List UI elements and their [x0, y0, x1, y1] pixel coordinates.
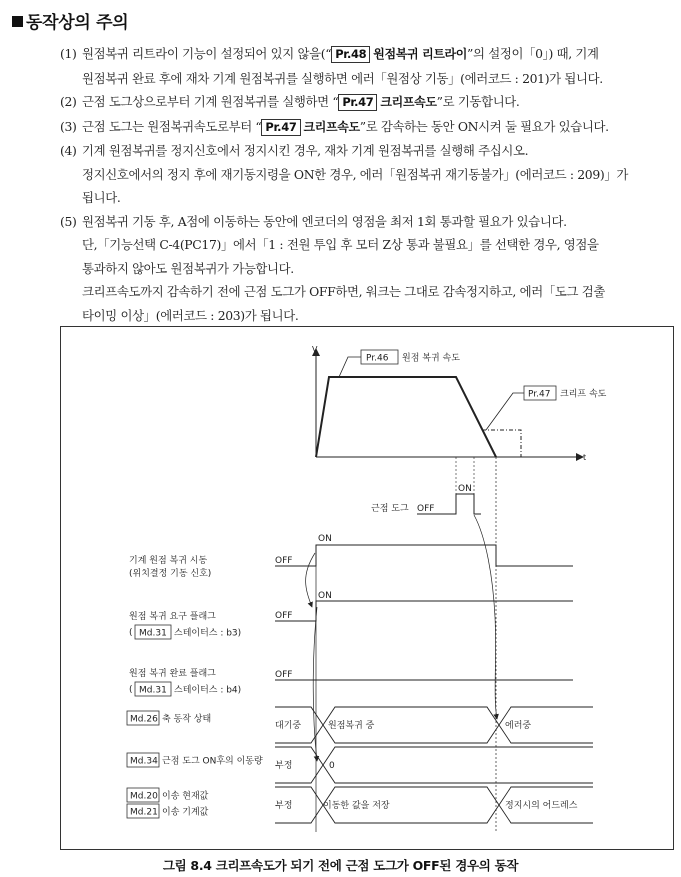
md26-bus	[275, 707, 593, 743]
md34-v2: 0	[329, 761, 335, 771]
v-axis-label: V	[312, 345, 318, 354]
md34-ref: Md.34	[130, 756, 158, 767]
note-line	[82, 115, 672, 140]
creep-dashed	[482, 430, 521, 457]
note-line	[82, 90, 672, 115]
caution-notes	[60, 42, 672, 327]
note-line	[82, 42, 672, 67]
md21-ref: Md.21	[130, 807, 158, 818]
param-ref-box: Pr.47	[338, 94, 377, 111]
timing-figure	[60, 326, 674, 850]
req-on: ON	[318, 591, 332, 601]
note-text: ”의 설정이「0」) 때, 기계	[467, 46, 599, 61]
note-line: 단,「기능선택 C-4(PC17)」에서「1 : 전원 투입 후 모터 Z상 통과 불필요」를 선택한 경우, 영점을	[82, 237, 599, 252]
md34-v1: 부정	[275, 761, 293, 771]
note-line: 원점복귀 완료 후에 재차 기계 원점복귀를 실행하면 에러「원점상 기동」(에러코드 : 201)가 됩니다.	[82, 70, 603, 86]
dog-label: 근점 도그	[371, 504, 409, 514]
md26-label: 축 동작 상태	[162, 714, 212, 725]
md26-v3: 에러중	[505, 721, 532, 731]
start-on: ON	[318, 534, 332, 544]
note-line: 정지신호에서의 정지 후에 재기동지령을 ON한 경우, 에러「원점복귀 재기동불가」(에러코드 : 209)」가	[82, 166, 628, 182]
done-label-2: 스테이터스 : b4)	[174, 685, 242, 696]
req-waveform	[275, 601, 573, 621]
note-item	[60, 115, 672, 140]
start-waveform	[275, 545, 573, 566]
req-to-md34-arrow	[313, 607, 317, 761]
param-ref-box: Pr.48	[331, 46, 370, 63]
md20-v2: 이동한 값을 저장	[323, 801, 390, 811]
note-line: 됩니다.	[82, 190, 121, 205]
param-name: 크리프속도	[303, 119, 360, 134]
note-item	[60, 90, 672, 115]
param-ref-box: Pr.47	[261, 119, 300, 136]
note-text: 근점 도그는 원점복귀속도로부터 “	[82, 118, 262, 134]
md26-v1: 대기중	[275, 721, 302, 731]
note-text: ”로 감속하는 동안 ON시켜 둘 필요가 있습니다.	[359, 118, 609, 134]
req-off: OFF	[275, 611, 293, 621]
note-line: 통과하지 않아도 원점복귀가 가능합니다.	[82, 260, 294, 276]
param-name: 크리프속도	[380, 95, 437, 109]
note-number: (2)	[60, 94, 77, 109]
note-line: 기계 원점복귀를 정지신호에서 정지시킨 경우, 재차 기계 원점복귀를 실행해 주십시오.	[82, 143, 529, 158]
note-line: 크리프속도까지 감속하기 전에 근점 도그가 OFF하면, 워크는 그대로 감속정지하고, 에러「도그 검출	[82, 284, 605, 299]
pr46-ref: Pr.46	[366, 353, 389, 364]
md26-ref: Md.26	[130, 714, 158, 725]
done-label-1: 원점 복귀 완료 플래그	[129, 669, 216, 679]
md20-v1: 부정	[275, 801, 293, 811]
req-ref: Md.31	[139, 628, 167, 639]
note-number: (4)	[60, 143, 77, 158]
note-text: 근점 도그상으로부터 기계 원점복귀를 실행하면 “	[82, 94, 339, 109]
note-number: (3)	[60, 118, 77, 134]
req-label-1: 원점 복귀 요구 플래그	[129, 612, 216, 622]
note-number: (5)	[60, 213, 77, 229]
done-off: OFF	[275, 670, 293, 680]
section-heading: 동작상의 주의	[12, 8, 128, 33]
figure-caption: 그림 8.4 크리프속도가 되기 전에 근점 도그가 OFF된 경우의 동작	[162, 858, 519, 873]
note-item	[60, 139, 672, 210]
md20-v3: 정지시의 어드레스	[505, 801, 578, 811]
note-text: 원점복귀 리트라이 기능이 설정되어 있지 않을(“	[82, 46, 332, 61]
md34-label: 근점 도그 ON후의 이동량	[162, 756, 263, 767]
md20-ref: Md.20	[130, 791, 158, 802]
pr47-ref: Pr.47	[528, 389, 551, 400]
note-item	[60, 210, 672, 328]
dog-on: ON	[458, 484, 472, 494]
done-paren-open: (	[129, 685, 133, 695]
timing-diagram	[61, 327, 673, 849]
dog-off: OFF	[417, 504, 435, 514]
start-label-1: 기계 원점 복귀 시동	[129, 556, 208, 566]
speed-profile	[316, 377, 496, 457]
square-bullet-icon	[12, 16, 23, 27]
note-line: 타이밍 이상」(에러코드 : 203)가 됩니다.	[82, 307, 299, 323]
note-number: (1)	[60, 46, 77, 61]
done-ref: Md.31	[139, 685, 167, 696]
req-label-2: 스테이터스 : b3)	[174, 628, 242, 639]
start-to-req-arrow	[306, 553, 315, 607]
start-label-2: (위치결정 기동 신호)	[129, 569, 212, 579]
md20-label: 이송 현재값	[162, 791, 209, 802]
note-line: 원점복귀 기동 후, A점에 이동하는 동안에 엔코더의 영점을 최저 1회 통과할 필요가 있습니다.	[82, 213, 567, 229]
start-off: OFF	[275, 556, 293, 566]
dog-to-error-arrow	[474, 515, 497, 719]
pr46-label: 원점 복귀 속도	[402, 353, 460, 364]
pr47-label: 크리프 속도	[560, 389, 607, 400]
t-axis-label: t	[583, 453, 587, 462]
md26-v2: 원점복귀 중	[328, 721, 375, 731]
md21-label: 이송 기계값	[162, 807, 209, 818]
param-name: 원점복귀 리트라이	[373, 47, 468, 61]
note-item	[60, 42, 672, 90]
req-paren-open: (	[129, 628, 133, 638]
note-text: ”로 기동합니다.	[436, 94, 520, 109]
md34-bus	[275, 747, 593, 783]
